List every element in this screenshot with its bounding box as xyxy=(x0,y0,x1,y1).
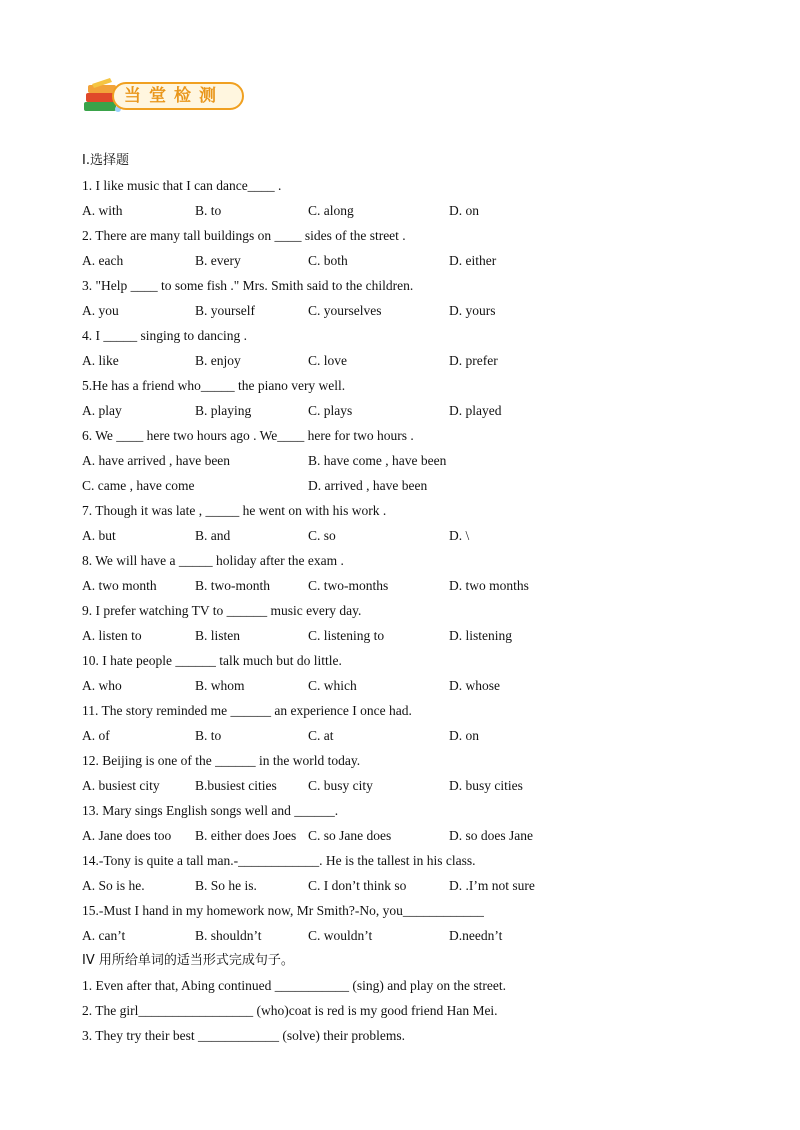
option-c: C. I don’t think so xyxy=(308,878,407,893)
option-b: B. So he is. xyxy=(195,878,257,893)
question-stem: 10. I hate people ______ talk much but do little. xyxy=(82,653,342,668)
option-b: B. whom xyxy=(195,678,245,693)
option-d: D. listening xyxy=(449,628,512,643)
option-c: C. two-months xyxy=(308,578,389,593)
option-row xyxy=(82,298,762,323)
option-b: B. playing xyxy=(195,403,252,418)
option-row xyxy=(82,448,762,473)
fill-in-item: 3. They try their best ____________ (solve) their problems. xyxy=(82,1028,405,1043)
option-row xyxy=(82,773,762,798)
option-row xyxy=(82,573,762,598)
section-title: IV 用所给单词的适当形式完成句子。 xyxy=(82,953,294,968)
option-a: A. have arrived , have been xyxy=(82,453,231,468)
option-c: C. yourselves xyxy=(308,303,382,318)
option-c: C. busy city xyxy=(308,778,373,793)
option-c: C. both xyxy=(308,253,348,268)
question-stem: 6. We ____ here two hours ago . We____ here for two hours . xyxy=(82,428,414,443)
option-b: B. either does Joes xyxy=(195,828,297,843)
option-a: A. Jane does too xyxy=(82,828,172,843)
option-row xyxy=(82,923,762,948)
option-a: A. of xyxy=(82,728,110,743)
question-stem: 8. We will have a _____ holiday after the exam . xyxy=(82,553,344,568)
fill-in-item: 2. The girl_________________ (who)coat is red is my good friend Han Mei. xyxy=(82,1003,498,1018)
option-c: C. which xyxy=(308,678,357,693)
option-row xyxy=(82,623,762,648)
option-d: D. whose xyxy=(449,678,500,693)
option-c: C. listening to xyxy=(308,628,385,643)
option-b: B. yourself xyxy=(195,303,255,318)
option-row xyxy=(82,673,762,698)
option-d: D.needn’t xyxy=(449,928,503,943)
option-a: A. you xyxy=(82,303,119,318)
option-d: D. on xyxy=(449,728,479,743)
option-row xyxy=(82,198,762,223)
option-d: D. two months xyxy=(449,578,529,593)
option-a: A. listen to xyxy=(82,628,142,643)
option-a: A. who xyxy=(82,678,122,693)
question-stem: 14.-Tony is quite a tall man.-____________. He is the tallest in his class. xyxy=(82,853,476,868)
option-a: A. but xyxy=(82,528,116,543)
option-a: A. So is he. xyxy=(82,878,145,893)
option-b: B. to xyxy=(195,203,222,218)
option-b: B. shouldn’t xyxy=(195,928,262,943)
option-row xyxy=(82,823,762,848)
question-stem: 3. "Help ____ to some fish ." Mrs. Smith said to the children. xyxy=(82,278,414,293)
question-stem: 5.He has a friend who_____ the piano very well. xyxy=(82,378,346,393)
question-stem: 15.-Must I hand in my homework now, Mr Smith?-No, you____________ xyxy=(82,903,484,918)
option-b: B.busiest cities xyxy=(195,778,277,793)
question-stem: 1. I like music that I can dance____ . xyxy=(82,178,282,193)
option-c: C. came , have come xyxy=(82,478,195,493)
option-c: C. so xyxy=(308,528,336,543)
option-c: C. love xyxy=(308,353,347,368)
option-b: B. enjoy xyxy=(195,353,241,368)
option-row xyxy=(82,348,762,373)
option-a: A. can’t xyxy=(82,928,126,943)
option-row xyxy=(82,248,762,273)
option-d: D. busy cities xyxy=(449,778,523,793)
option-b: B. every xyxy=(195,253,241,268)
option-a: A. like xyxy=(82,353,119,368)
question-stem: 7. Though it was late , _____ he went on with his work . xyxy=(82,503,387,518)
option-d: D. so does Jane xyxy=(449,828,533,843)
option-row xyxy=(82,398,762,423)
option-d: D. .I’m not sure xyxy=(449,878,535,893)
section-header-badge xyxy=(80,74,248,118)
option-a: A. each xyxy=(82,253,124,268)
option-a: A. with xyxy=(82,203,123,218)
question-stem: 2. There are many tall buildings on ____ sides of the street . xyxy=(82,228,406,243)
option-c: C. wouldn’t xyxy=(308,928,373,943)
option-row xyxy=(82,473,762,498)
option-d: D. prefer xyxy=(449,353,498,368)
option-d: D. either xyxy=(449,253,497,268)
option-d: D. yours xyxy=(449,303,496,318)
option-b: B. have come , have been xyxy=(308,453,447,468)
option-b: B. two-month xyxy=(195,578,271,593)
option-d: D. on xyxy=(449,203,479,218)
option-row xyxy=(82,873,762,898)
option-b: B. and xyxy=(195,528,231,543)
option-row xyxy=(82,523,762,548)
option-c: C. plays xyxy=(308,403,353,418)
option-c: C. at xyxy=(308,728,334,743)
option-b: B. listen xyxy=(195,628,241,643)
option-c: C. along xyxy=(308,203,354,218)
option-d: D. arrived , have been xyxy=(308,478,428,493)
option-b: B. to xyxy=(195,728,222,743)
option-a: A. busiest city xyxy=(82,778,160,793)
option-a: A. play xyxy=(82,403,122,418)
question-stem: 4. I _____ singing to dancing . xyxy=(82,328,247,343)
badge-title: 当堂检测 xyxy=(124,86,224,106)
question-stem: 13. Mary sings English songs well and ______. xyxy=(82,803,339,818)
question-stem: 12. Beijing is one of the ______ in the world today. xyxy=(82,753,361,768)
question-stem: 11. The story reminded me ______ an experience I once had. xyxy=(82,703,412,718)
question-stem: 9. I prefer watching TV to ______ music every day. xyxy=(82,603,362,618)
section-title: I.选择题 xyxy=(82,153,129,168)
option-row xyxy=(82,723,762,748)
option-d: D. \ xyxy=(449,528,470,543)
fill-in-item: 1. Even after that, Abing continued ___________ (sing) and play on the street. xyxy=(82,978,507,993)
option-a: A. two month xyxy=(82,578,157,593)
worksheet xyxy=(82,148,762,1048)
option-d: D. played xyxy=(449,403,502,418)
option-c: C. so Jane does xyxy=(308,828,392,843)
